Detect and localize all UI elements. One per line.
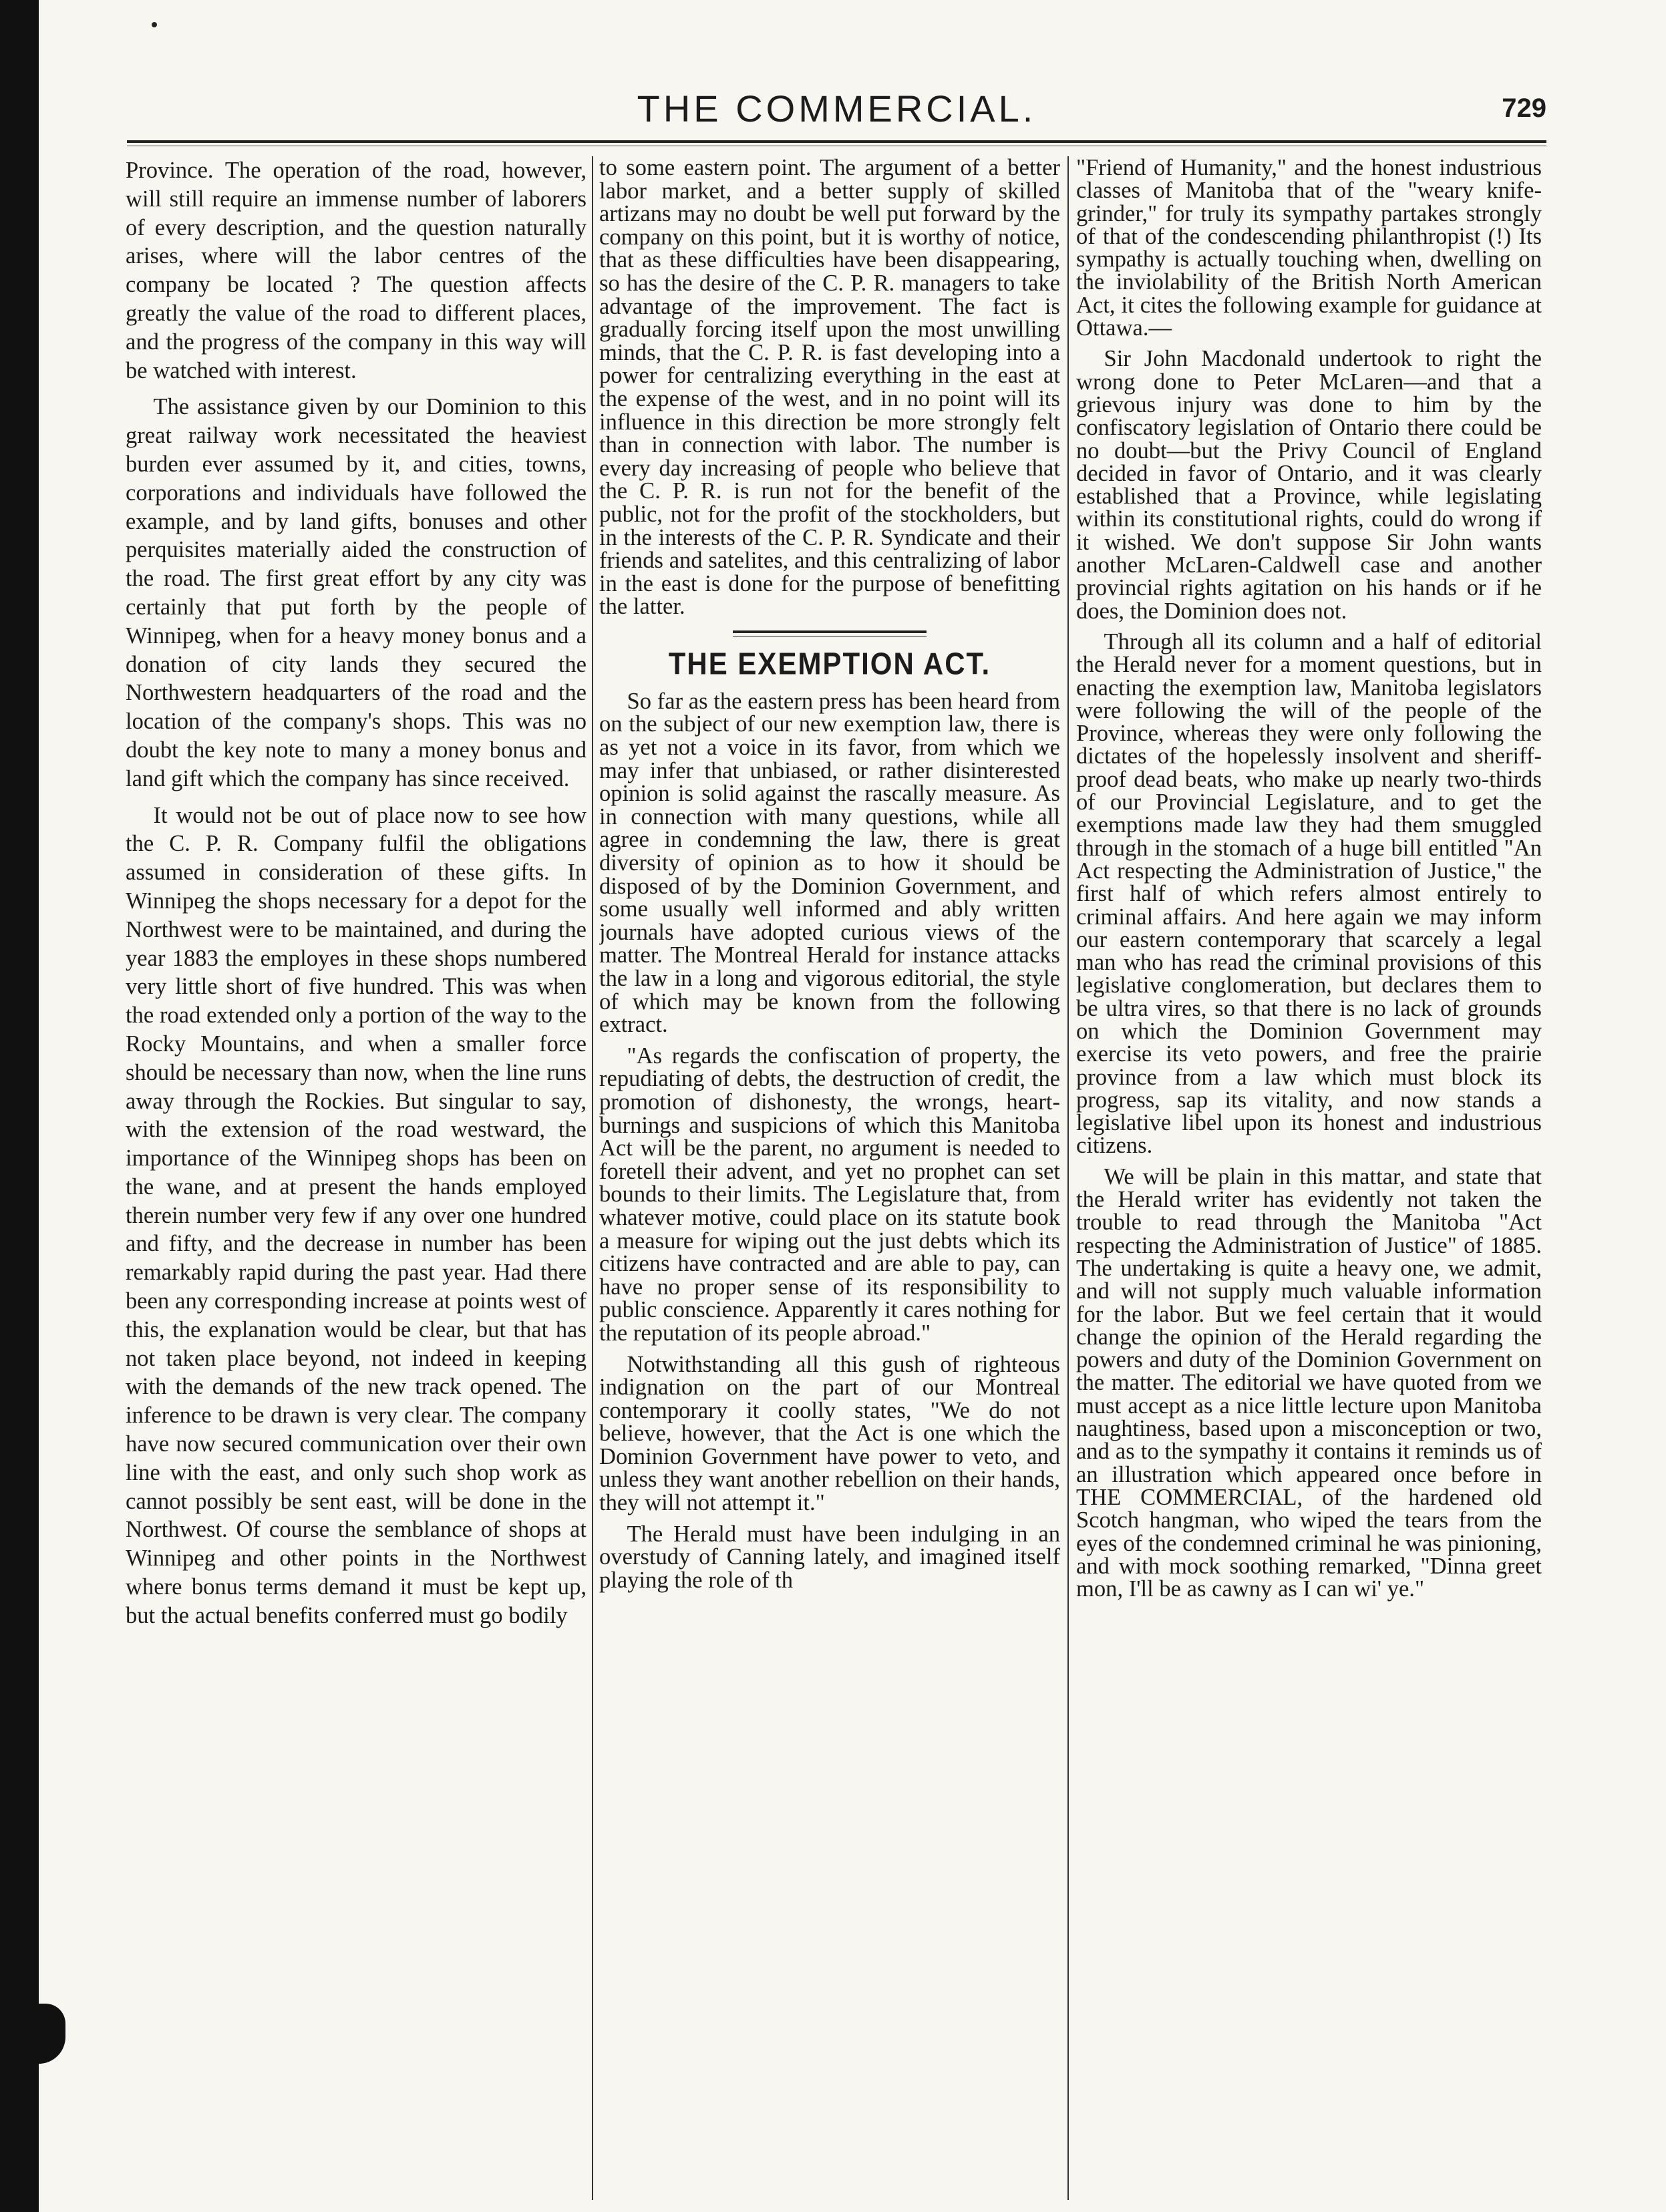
paragraph: Province. The operation of the road, however, will still require an immense number of laborers of every description, and the question naturally arises, where will the labor centres of the company be located ? The question affects greatly the value of the road to different places, and the progress of the company in this way will be watched with interest. xyxy=(126,158,587,383)
page-number: 729 xyxy=(1502,94,1546,123)
speck-mark xyxy=(152,22,157,27)
paragraph: So far as the eastern press has been heard from on the subject of our new exemption law, there is as yet not a voice in its favor, from which we may infer that unbiased, or rather disinterested opinion is solid against the rascally measure. As in connection with many questions, while all agree in condemning the law, there is great diversity of opinion as to how it should be disposed of by the Dominion Government, and some usually well informed and ably written journals have adopted curious views of the matter. The Montreal Herald for instance attacks the law in a long and vigorous editorial, the style of which may be known from the following extract. xyxy=(599,688,1060,1038)
page-header xyxy=(127,85,1546,139)
paragraph: "Friend of Humanity," and the honest industrious classes of Manitoba that of the "weary knife-grinder," for truly its sympathy partakes strongly of that of the condescending philanthropist (!) Its sympathy is actually touching when, dwelling on the inviolability of the British North American Act, it cites the following example for guidance at Ottawa.— xyxy=(1076,156,1542,341)
paragraph: Through all its column and a half of editorial the Herald never for a moment questions, but in enacting the exemption law, Manitoba legislators were following the will of the people of the Province, whereas they were only following the dictates of the hopelessly insolvent and sheriff-proof dead beats, who make up nearly two-thirds of our Provincial Legislature, and to get the exemptions made law they had them smuggled through in the stomach of a huge bill entitled "An Act respecting the Administration of Justice," the first half of which refers almost entirely to criminal affairs. And here again we may inform our eastern contemporary that scarcely a legal man who has read the criminal provisions of this legislative conglomeration, but declares them to be ultra vires, so that there is no lack of grounds on which the Dominion Government may exercise its veto powers, and free the prairie province from a law which must block its progress, sap its vitality, and now stands a legislative libel upon its honest and industrious citizens. xyxy=(1076,628,1542,1159)
paragraph: to some eastern point. The argument of a better labor market, and a better supply of skilled artizans may no doubt be well put forward by the company on this point, but it is worthy of notice, that as these difficulties have been disappearing, so has the desire of the C. P. R. managers to take advantage of the improvement. The fact is gradually forcing itself upon the most unwilling minds, that the C. P. R. is fast developing into a power for centralizing everything in the east at the expense of the west, and in no point will its influence in this direction be more strongly felt than in connection with labor. The number is every day increasing of people who believe that the C. P. R. is run not for the benefit of the public, not for the profit of the stockholders, but in the interests of the C. P. R. Syndicate and their friends and satelites, and this centralizing of labor in the east is done for the purpose of benefitting the latter. xyxy=(599,156,1060,620)
paragraph: The assistance given by our Dominion to this great railway work necessitated the heaviest burden ever assumed by it, and cities, towns, corporations and individuals have followed the example, and by land gifts, bonuses and other perquisites materially aided the construction of the road. The first great effort by any city was certainly that put forth by the people of Winnipeg, when for a heavy money bonus and a donation of city lands they secured the Northwestern headquarters of the road and the location of the company's shops. This was no doubt the key note to many a money bonus and land gift which the company has since received. xyxy=(126,394,587,791)
section-divider xyxy=(733,630,927,636)
masthead-title: THE COMMERCIAL. xyxy=(637,87,1037,130)
quoted-paragraph: "As regards the confiscation of property, the repudiating of debts, the destruction of credit, the promotion of dishonesty, the wrongs, heart-burnings and suspicions of which this Manitoba Act will be the parent, no argument is needed to foretell their advent, and yet no prophet can set bounds to their limits. The Legislature that, from whatever motive, could place on its statute book a measure for wiping out the just debts which its citizens have contracted and are able to pay, can have no proper sense of its responsibility to public conscience. Apparently it cares nothing for the reputation of its people abroad." xyxy=(599,1043,1060,1346)
column-divider xyxy=(592,156,593,2200)
paragraph: Sir John Macdonald undertook to right the wrong done to Peter McLaren—and that a grievous injury was done to him by the confiscatory legislation of Ontario there could be no doubt—but the Privy Council of England decided in favor of Ontario, and it was clearly established that a Province, while legislating within its constitutional rights, could do wrong if it wished. We don't suppose Sir John wants another McLaren-Caldwell case and another provincial rights agitation on his hands or if he does, the Dominion does not. xyxy=(1076,346,1542,624)
column-1 xyxy=(126,156,587,2200)
paragraph: Notwithstanding all this gush of righteous indignation on the part of our Montreal contemporary it coolly states, "We do not believe, however, that the Act is one which the Dominion Government have power to veto, and unless they want another rebellion on their hands, they will not attempt it." xyxy=(599,1351,1060,1516)
column-3 xyxy=(1076,156,1542,2200)
paragraph: The Herald must have been indulging in an overstudy of Canning lately, and imagined itself playing the role of th xyxy=(599,1521,1060,1593)
paragraph: It would not be out of place now to see how the C. P. R. Company fulfil the obligations assumed in consideration of these gifts. In Winnipeg the shops necessary for a depot for the Northwest were to be maintained, and during the year 1883 the employes in these shops numbered very little short of five hundred. This was when the road extended only a portion of the way to the Rocky Mountains, and when a smaller force should be necessary than now, when the line runs away through the Rockies. But singular to say, with the extension of the road westward, the importance of the Winnipeg shops has been on the wane, and at present the hands employed therein number very few if any over one hundred and fifty, and the decrease in number has been remarkably rapid during the past year. Had there been any corresponding increase at points west of this, the explanation would be clear, but that has not taken place beyond, not indeed in keeping with the demands of the new track opened. The inference to be drawn is very clear. The company have now secured communication over their own line with the east, and only such shop work as cannot possibly be sent east, will be done in the Northwest. Of course the semblance of shops at Winnipeg and other points in the Northwest where bonus terms demand it must be kept up, but the actual benefits conferred must go bodily xyxy=(126,802,587,1628)
binding-edge-tab xyxy=(39,2004,65,2064)
paragraph: We will be plain in this mattar, and state that the Herald writer has evidently not taken the trouble to read through the Manitoba "Act respecting the Administration of Justice" of 1885. The undertaking is quite a heavy one, we admit, and will not supply much valuable information for the labor. But we feel certain that it would change the opinion of the Herald regarding the powers and duty of the Dominion Government on the matter. The editorial we have quoted from we must accept as a nice little lecture upon Manitoba naughtiness, based upon a misconception or two, and as to the sympathy it contains it reminds us of an illustration which appeared once before in THE COMMERCIAL, of the hardened old Scotch hangman, who wiped the tears from the eyes of the condemned criminal he was pinioning, and with mock soothing remarked, "Dinna greet mon, I'll be as cawny as I can wi' ye." xyxy=(1076,1163,1542,1602)
binding-edge xyxy=(0,0,39,2212)
header-rule xyxy=(127,140,1546,143)
section-heading: THE EXEMPTION ACT. xyxy=(668,646,991,681)
column-2 xyxy=(599,156,1060,2200)
column-divider xyxy=(1067,156,1069,2200)
